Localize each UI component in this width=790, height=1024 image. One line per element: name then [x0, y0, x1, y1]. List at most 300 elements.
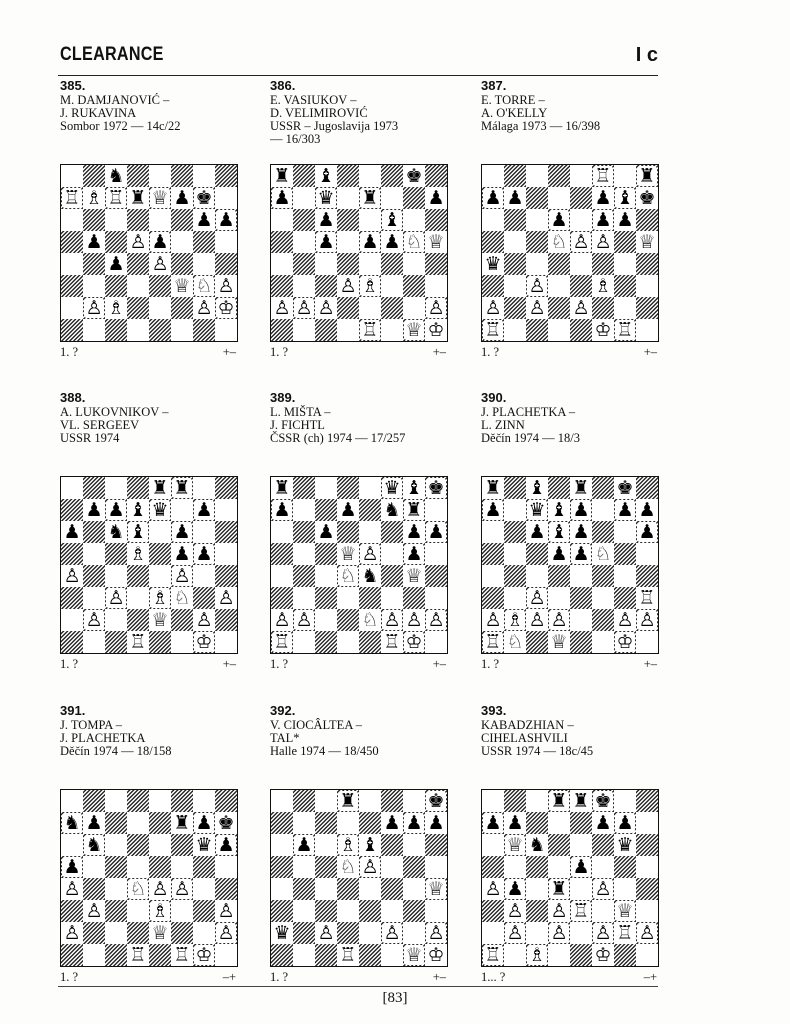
white-rook-icon: ♖: [484, 944, 502, 966]
white-rook-icon: ♖: [63, 187, 81, 209]
square-empty: [215, 319, 237, 341]
square-empty: [171, 922, 193, 944]
square-empty: [149, 565, 171, 587]
square-black-king: [636, 187, 658, 209]
square-empty: [570, 834, 592, 856]
move-prompt: 1. ?: [481, 657, 500, 671]
square-black-king: [592, 790, 614, 812]
square-black-pawn: [548, 209, 570, 231]
square-empty: [425, 856, 447, 878]
square-empty: [215, 878, 237, 900]
square-empty: [171, 834, 193, 856]
white-pawn-icon: ♙: [484, 609, 502, 631]
black-pawn-icon: ♟: [317, 231, 335, 253]
result-symbol: +–: [432, 970, 446, 984]
square-white-queen: [171, 275, 193, 297]
square-white-pawn: [548, 922, 570, 944]
white-queen-icon: ♕: [339, 543, 357, 565]
square-empty: [105, 209, 127, 231]
square-empty: [315, 587, 337, 609]
square-empty: [592, 297, 614, 319]
square-empty: [149, 856, 171, 878]
square-black-king: [193, 187, 215, 209]
square-white-pawn: [215, 922, 237, 944]
square-empty: [315, 499, 337, 521]
white-pawn-icon: ♙: [217, 922, 235, 944]
square-black-knight: [105, 165, 127, 187]
problem-info-line: E. TORRE –: [481, 93, 545, 107]
square-empty: [337, 253, 359, 275]
white-rook-icon: ♖: [484, 319, 502, 341]
square-black-rook: [482, 477, 504, 499]
white-pawn-icon: ♙: [317, 297, 335, 319]
square-empty: [636, 900, 658, 922]
square-empty: [293, 856, 315, 878]
square-empty: [636, 565, 658, 587]
black-pawn-icon: ♟: [594, 209, 612, 231]
square-black-bishop: [127, 521, 149, 543]
white-pawn-icon: ♙: [572, 231, 590, 253]
square-empty: [293, 477, 315, 499]
square-empty: [359, 209, 381, 231]
white-pawn-icon: ♙: [361, 856, 379, 878]
square-empty: [193, 878, 215, 900]
square-white-bishop: [337, 834, 359, 856]
problem-info-line: M. DAMJANOVIĆ –: [60, 93, 170, 107]
square-empty: [271, 790, 293, 812]
square-empty: [127, 275, 149, 297]
square-empty: [105, 275, 127, 297]
square-empty: [271, 209, 293, 231]
square-empty: [504, 587, 526, 609]
white-bishop-icon: ♗: [594, 275, 612, 297]
square-empty: [548, 812, 570, 834]
square-empty: [614, 275, 636, 297]
problem-1: [60, 78, 250, 359]
square-empty: [171, 253, 193, 275]
problem-info-line: KABADZHIAN –: [481, 718, 574, 732]
square-empty: [83, 878, 105, 900]
problem-3: [481, 78, 671, 359]
result-symbol: –+: [222, 970, 236, 984]
square-empty: [171, 165, 193, 187]
square-black-pawn: [171, 521, 193, 543]
square-empty: [636, 319, 658, 341]
square-black-bishop: [315, 165, 337, 187]
square-empty: [61, 477, 83, 499]
square-black-queen: [149, 499, 171, 521]
square-empty: [105, 543, 127, 565]
square-empty: [381, 319, 403, 341]
square-black-bishop: [548, 521, 570, 543]
square-empty: [570, 944, 592, 966]
black-pawn-icon: ♟: [550, 209, 568, 231]
black-king-icon: ♚: [405, 165, 423, 187]
black-bishop-icon: ♝: [528, 477, 546, 499]
square-white-queen: [425, 878, 447, 900]
square-empty: [61, 944, 83, 966]
white-pawn-icon: ♙: [427, 922, 445, 944]
square-empty: [636, 631, 658, 653]
black-king-icon: ♚: [427, 790, 445, 812]
result-symbol: +–: [643, 345, 657, 359]
square-empty: [504, 790, 526, 812]
square-empty: [636, 297, 658, 319]
problem-9: [481, 703, 671, 984]
square-white-pawn: [127, 231, 149, 253]
square-white-pawn: [193, 609, 215, 631]
square-empty: [61, 900, 83, 922]
white-queen-icon: ♕: [506, 834, 524, 856]
square-empty: [215, 543, 237, 565]
square-white-queen: [636, 231, 658, 253]
square-empty: [171, 319, 193, 341]
square-white-king: [403, 631, 425, 653]
square-white-pawn: [83, 297, 105, 319]
square-black-pawn: [403, 543, 425, 565]
problem-info-line: A. O'KELLY: [481, 106, 548, 120]
square-white-bishop: [149, 587, 171, 609]
square-empty: [359, 878, 381, 900]
problem-4: [60, 390, 250, 671]
black-pawn-icon: ♟: [506, 878, 524, 900]
square-black-queen: [271, 922, 293, 944]
black-pawn-icon: ♟: [195, 543, 213, 565]
white-queen-icon: ♕: [405, 944, 423, 966]
white-pawn-icon: ♙: [85, 609, 103, 631]
square-white-rook: [127, 631, 149, 653]
square-black-pawn: [425, 521, 447, 543]
square-empty: [315, 253, 337, 275]
white-pawn-icon: ♙: [550, 922, 568, 944]
black-pawn-icon: ♟: [361, 231, 379, 253]
problem-number: 390.: [481, 390, 507, 405]
square-empty: [482, 790, 504, 812]
black-knight-icon: ♞: [528, 834, 546, 856]
black-rook-icon: ♜: [572, 477, 590, 499]
white-knight-icon: ♘: [195, 275, 213, 297]
square-white-knight: [171, 587, 193, 609]
square-empty: [548, 944, 570, 966]
white-pawn-icon: ♙: [506, 922, 524, 944]
square-empty: [271, 231, 293, 253]
move-prompt: 1. ?: [270, 970, 289, 984]
square-empty: [61, 587, 83, 609]
white-pawn-icon: ♙: [594, 922, 612, 944]
white-pawn-icon: ♙: [528, 297, 546, 319]
square-empty: [570, 922, 592, 944]
square-empty: [482, 856, 504, 878]
black-pawn-icon: ♟: [339, 499, 357, 521]
white-pawn-icon: ♙: [484, 878, 502, 900]
square-empty: [614, 521, 636, 543]
problem-number: 391.: [60, 703, 86, 718]
square-white-queen: [149, 922, 171, 944]
square-empty: [149, 319, 171, 341]
square-empty: [548, 834, 570, 856]
square-white-pawn: [171, 565, 193, 587]
square-empty: [83, 477, 105, 499]
square-empty: [504, 231, 526, 253]
square-empty: [127, 165, 149, 187]
black-knight-icon: ♞: [383, 499, 401, 521]
square-empty: [83, 922, 105, 944]
white-bishop-icon: ♗: [151, 900, 169, 922]
square-empty: [215, 231, 237, 253]
square-empty: [381, 165, 403, 187]
square-empty: [636, 834, 658, 856]
black-queen-icon: ♛: [383, 477, 401, 499]
square-empty: [271, 900, 293, 922]
square-empty: [403, 834, 425, 856]
black-pawn-icon: ♟: [572, 521, 590, 543]
square-empty: [526, 231, 548, 253]
square-empty: [293, 543, 315, 565]
square-empty: [83, 856, 105, 878]
square-empty: [149, 209, 171, 231]
square-empty: [127, 900, 149, 922]
square-empty: [526, 790, 548, 812]
square-empty: [293, 165, 315, 187]
square-empty: [614, 165, 636, 187]
black-pawn-icon: ♟: [638, 499, 656, 521]
white-rook-icon: ♖: [339, 944, 357, 966]
square-white-rook: [271, 631, 293, 653]
problem-info-line: E. VASIUKOV –: [270, 93, 357, 107]
black-knight-icon: ♞: [107, 521, 125, 543]
square-empty: [381, 856, 403, 878]
square-empty: [403, 790, 425, 812]
square-black-rook: [337, 790, 359, 812]
square-empty: [337, 922, 359, 944]
problem-footer: [60, 657, 236, 671]
square-empty: [149, 543, 171, 565]
square-empty: [548, 587, 570, 609]
square-black-pawn: [315, 209, 337, 231]
black-pawn-icon: ♟: [550, 543, 568, 565]
square-white-knight: [359, 609, 381, 631]
square-empty: [215, 521, 237, 543]
square-white-pawn: [293, 609, 315, 631]
square-empty: [61, 631, 83, 653]
problem-number: 388.: [60, 390, 86, 405]
square-empty: [526, 922, 548, 944]
square-empty: [337, 587, 359, 609]
square-empty: [526, 543, 548, 565]
square-empty: [61, 609, 83, 631]
square-empty: [403, 275, 425, 297]
square-empty: [83, 631, 105, 653]
square-black-pawn: [293, 834, 315, 856]
square-white-knight: [127, 878, 149, 900]
square-empty: [482, 209, 504, 231]
black-knight-icon: ♞: [361, 565, 379, 587]
square-empty: [61, 834, 83, 856]
square-empty: [215, 944, 237, 966]
square-black-pawn: [425, 812, 447, 834]
square-empty: [381, 790, 403, 812]
square-black-pawn: [614, 209, 636, 231]
problem-footer: [481, 657, 657, 671]
square-empty: [592, 856, 614, 878]
square-empty: [127, 812, 149, 834]
square-empty: [83, 209, 105, 231]
black-pawn-icon: ♟: [173, 521, 191, 543]
square-empty: [105, 944, 127, 966]
square-empty: [337, 187, 359, 209]
problem-info-line: L. MIŠTA –: [270, 405, 331, 419]
white-bishop-icon: ♗: [506, 609, 524, 631]
problem-info-line: VL. SERGEEV: [60, 418, 140, 432]
square-black-pawn: [482, 187, 504, 209]
square-empty: [337, 631, 359, 653]
square-empty: [504, 499, 526, 521]
square-empty: [359, 790, 381, 812]
square-empty: [504, 297, 526, 319]
chess-board: [481, 476, 659, 654]
square-empty: [614, 878, 636, 900]
square-empty: [381, 834, 403, 856]
black-pawn-icon: ♟: [295, 834, 313, 856]
square-empty: [271, 812, 293, 834]
square-black-pawn: [381, 812, 403, 834]
square-empty: [83, 543, 105, 565]
problem-number: 386.: [270, 78, 296, 93]
page-number: [83]: [382, 990, 408, 1006]
square-empty: [425, 543, 447, 565]
black-pawn-icon: ♟: [616, 209, 634, 231]
square-empty: [359, 631, 381, 653]
result-symbol: +–: [643, 657, 657, 671]
square-empty: [271, 944, 293, 966]
square-empty: [315, 812, 337, 834]
square-empty: [482, 275, 504, 297]
square-black-pawn: [193, 812, 215, 834]
square-empty: [592, 834, 614, 856]
square-white-rook: [482, 631, 504, 653]
square-empty: [381, 900, 403, 922]
white-king-icon: ♔: [616, 631, 634, 653]
square-empty: [636, 878, 658, 900]
white-rook-icon: ♖: [129, 944, 147, 966]
square-empty: [127, 297, 149, 319]
square-empty: [636, 812, 658, 834]
white-king-icon: ♔: [594, 944, 612, 966]
white-pawn-icon: ♙: [339, 275, 357, 297]
square-empty: [526, 209, 548, 231]
problem-8: [270, 703, 460, 984]
black-pawn-icon: ♟: [572, 856, 590, 878]
square-white-pawn: [271, 609, 293, 631]
square-empty: [61, 499, 83, 521]
square-empty: [359, 253, 381, 275]
square-empty: [337, 165, 359, 187]
square-black-pawn: [337, 499, 359, 521]
move-prompt: 1. ?: [270, 657, 289, 671]
square-white-queen: [548, 631, 570, 653]
square-black-pawn: [570, 521, 592, 543]
result-symbol: +–: [222, 345, 236, 359]
square-white-knight: [337, 565, 359, 587]
square-empty: [381, 253, 403, 275]
white-pawn-icon: ♙: [383, 922, 401, 944]
square-empty: [337, 477, 359, 499]
square-empty: [482, 900, 504, 922]
white-rook-icon: ♖: [173, 944, 191, 966]
square-white-pawn: [61, 878, 83, 900]
white-king-icon: ♔: [217, 297, 235, 319]
white-bishop-icon: ♗: [361, 275, 379, 297]
square-empty: [315, 790, 337, 812]
square-white-king: [193, 944, 215, 966]
square-empty: [293, 187, 315, 209]
square-black-knight: [83, 834, 105, 856]
square-empty: [592, 253, 614, 275]
black-pawn-icon: ♟: [594, 812, 612, 834]
square-white-queen: [403, 319, 425, 341]
square-empty: [614, 297, 636, 319]
square-white-rook: [482, 944, 504, 966]
bottom-rule: [58, 986, 658, 987]
black-bishop-icon: ♝: [317, 165, 335, 187]
square-empty: [403, 587, 425, 609]
square-empty: [337, 878, 359, 900]
problem-info-line: TAL*: [270, 731, 300, 745]
square-black-bishop: [359, 834, 381, 856]
square-white-pawn: [315, 297, 337, 319]
square-black-pawn: [271, 187, 293, 209]
square-black-pawn: [315, 231, 337, 253]
square-black-pawn: [215, 834, 237, 856]
square-white-pawn: [592, 231, 614, 253]
square-empty: [359, 900, 381, 922]
square-empty: [83, 521, 105, 543]
chess-board: [60, 789, 238, 967]
square-empty: [592, 565, 614, 587]
white-pawn-icon: ♙: [616, 609, 634, 631]
square-empty: [337, 231, 359, 253]
black-pawn-icon: ♟: [173, 543, 191, 565]
square-empty: [149, 812, 171, 834]
problem-info-line: Děčín 1974 — 18/3: [481, 431, 580, 445]
square-white-knight: [403, 231, 425, 253]
square-black-pawn: [215, 209, 237, 231]
square-white-pawn: [359, 543, 381, 565]
square-empty: [271, 565, 293, 587]
square-empty: [381, 543, 403, 565]
square-empty: [359, 165, 381, 187]
square-black-pawn: [482, 499, 504, 521]
square-black-pawn: [570, 543, 592, 565]
square-empty: [337, 209, 359, 231]
square-empty: [403, 209, 425, 231]
square-white-rook: [359, 319, 381, 341]
square-black-rook: [570, 477, 592, 499]
black-queen-icon: ♛: [528, 499, 546, 521]
square-empty: [548, 565, 570, 587]
square-white-pawn: [548, 609, 570, 631]
square-black-pawn: [636, 521, 658, 543]
square-empty: [526, 900, 548, 922]
square-white-king: [425, 944, 447, 966]
square-black-pawn: [149, 231, 171, 253]
square-white-pawn: [425, 297, 447, 319]
square-empty: [127, 609, 149, 631]
white-bishop-icon: ♗: [151, 587, 169, 609]
white-queen-icon: ♕: [638, 231, 656, 253]
square-empty: [570, 631, 592, 653]
problem-footer: [270, 970, 446, 984]
